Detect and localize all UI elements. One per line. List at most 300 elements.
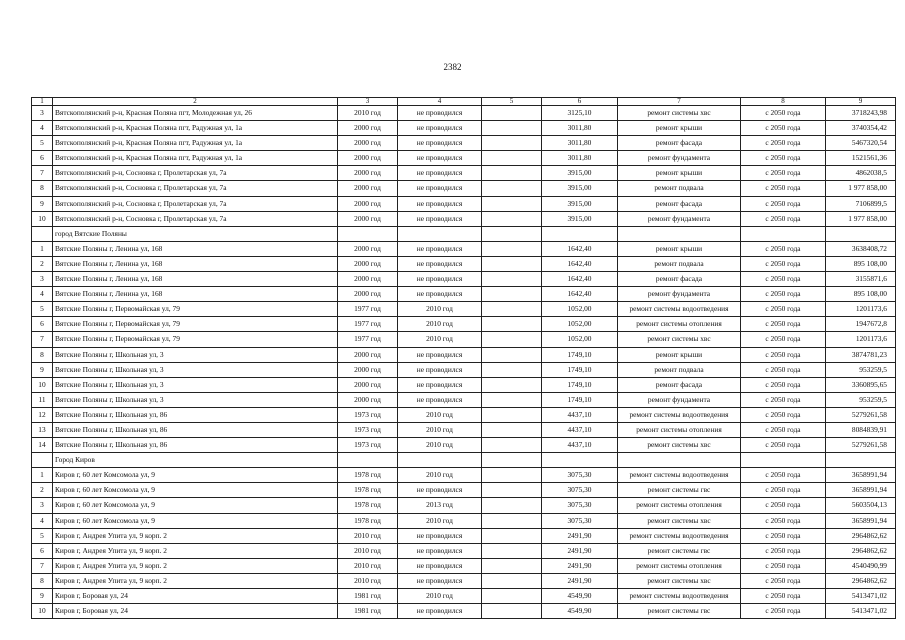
cell-cost: 8084839,91 [826, 422, 896, 437]
cell-row-number: 13 [32, 422, 53, 437]
cell-build-year: 1978 год [338, 498, 398, 513]
cell-cost: 4862038,5 [826, 166, 896, 181]
cell-build-year: 2000 год [338, 181, 398, 196]
cell-repair-period: с 2050 года [741, 272, 826, 287]
cell-area: 1642,40 [542, 272, 618, 287]
cell-last-repair-year: 2010 год [398, 302, 482, 317]
cell-build-year: 1977 год [338, 332, 398, 347]
cell-cost: 5413471,02 [826, 589, 896, 604]
cell-cost: 5467320,54 [826, 136, 896, 151]
cell-work-type: ремонт системы хвс [618, 438, 741, 453]
cell-build-year: 2000 год [338, 392, 398, 407]
cell-address: Киров г, Андрея Упита ул, 9 корп. 2 [53, 543, 338, 558]
cell-build-year: 1977 год [338, 302, 398, 317]
cell-build-year: 2000 год [338, 272, 398, 287]
cell-work-type: ремонт системы отопления [618, 317, 741, 332]
cell-work-type: ремонт фундамента [618, 151, 741, 166]
section-empty-cell [826, 453, 896, 468]
table-row [32, 272, 896, 287]
cell-work-type: ремонт крыши [618, 347, 741, 362]
header-cell-8: 8 [741, 98, 826, 106]
cell-work-type: ремонт системы гвс [618, 604, 741, 619]
cell-repair-period: с 2050 года [741, 604, 826, 619]
cell-area: 4437,10 [542, 438, 618, 453]
cell-area: 3011,80 [542, 151, 618, 166]
cell-row-number: 9 [32, 196, 53, 211]
cell-row-number: 11 [32, 392, 53, 407]
cell-cost: 5279261,58 [826, 438, 896, 453]
cell-last-repair-year: не проводился [398, 241, 482, 256]
cell-address: Киров г, Боровая ул, 24 [53, 589, 338, 604]
cell-area: 4549,90 [542, 604, 618, 619]
cell-address: Вятские Поляны г, Первомайская ул, 79 [53, 332, 338, 347]
cell-build-year: 2000 год [338, 151, 398, 166]
cell-area: 3075,30 [542, 513, 618, 528]
cell-row-number: 3 [32, 106, 53, 121]
cell-address: Вятскополянский р-н, Сосновка г, Пролетарская ул, 7а [53, 211, 338, 226]
cell-build-year: 2000 год [338, 256, 398, 271]
cell-row-number: 1 [32, 468, 53, 483]
cell-row-number: 1 [32, 241, 53, 256]
table-row [32, 438, 896, 453]
cell-blank [482, 513, 542, 528]
cell-row-number: 10 [32, 211, 53, 226]
cell-work-type: ремонт фасада [618, 196, 741, 211]
section-empty-cell [741, 453, 826, 468]
cell-area: 1052,00 [542, 302, 618, 317]
cell-address: Вятские Поляны г, Первомайская ул, 79 [53, 302, 338, 317]
cell-work-type: ремонт системы водоотведения [618, 528, 741, 543]
cell-last-repair-year: не проводился [398, 256, 482, 271]
cell-area: 3075,30 [542, 483, 618, 498]
cell-row-number: 8 [32, 347, 53, 362]
cell-repair-period: с 2050 года [741, 392, 826, 407]
table-row [32, 377, 896, 392]
cell-area: 3075,30 [542, 498, 618, 513]
cell-blank [482, 151, 542, 166]
cell-cost: 3360895,65 [826, 377, 896, 392]
cell-work-type: ремонт фундамента [618, 211, 741, 226]
cell-work-type: ремонт крыши [618, 241, 741, 256]
header-cell-2: 2 [53, 98, 338, 106]
cell-build-year: 2000 год [338, 196, 398, 211]
cell-work-type: ремонт подвала [618, 362, 741, 377]
cell-last-repair-year: 2010 год [398, 438, 482, 453]
cell-address: Вятские Поляны г, Первомайская ул, 79 [53, 317, 338, 332]
cell-build-year: 1978 год [338, 468, 398, 483]
cell-repair-period: с 2050 года [741, 543, 826, 558]
cell-row-number: 7 [32, 558, 53, 573]
cell-repair-period: с 2050 года [741, 589, 826, 604]
cell-work-type: ремонт фундамента [618, 287, 741, 302]
cell-row-number: 7 [32, 332, 53, 347]
cell-row-number: 2 [32, 256, 53, 271]
cell-address: Вятскополянский р-н, Сосновка г, Пролетарская ул, 7а [53, 196, 338, 211]
repair-schedule-table [31, 97, 896, 619]
table-row [32, 543, 896, 558]
header-cell-4: 4 [398, 98, 482, 106]
cell-work-type: ремонт системы гвс [618, 483, 741, 498]
cell-last-repair-year: 2010 год [398, 468, 482, 483]
cell-last-repair-year: не проводился [398, 573, 482, 588]
cell-build-year: 1978 год [338, 513, 398, 528]
cell-cost: 5279261,58 [826, 407, 896, 422]
cell-cost: 3874781,23 [826, 347, 896, 362]
cell-repair-period: с 2050 года [741, 106, 826, 121]
section-empty-cell [826, 226, 896, 241]
cell-last-repair-year: не проводился [398, 362, 482, 377]
cell-blank [482, 136, 542, 151]
section-empty-cell [398, 453, 482, 468]
cell-cost: 895 108,00 [826, 256, 896, 271]
cell-blank [482, 392, 542, 407]
cell-blank [482, 211, 542, 226]
cell-work-type: ремонт системы водоотведения [618, 302, 741, 317]
cell-cost: 3658991,94 [826, 468, 896, 483]
section-row [32, 226, 896, 241]
cell-row-number: 3 [32, 272, 53, 287]
cell-repair-period: с 2050 года [741, 287, 826, 302]
cell-cost: 1947672,8 [826, 317, 896, 332]
cell-build-year: 2000 год [338, 121, 398, 136]
table-row [32, 256, 896, 271]
cell-work-type: ремонт фундамента [618, 392, 741, 407]
cell-address: Вятские Поляны г, Ленина ул, 168 [53, 272, 338, 287]
cell-build-year: 2000 год [338, 166, 398, 181]
cell-build-year: 1973 год [338, 407, 398, 422]
cell-cost: 1521561,36 [826, 151, 896, 166]
cell-area: 1052,00 [542, 317, 618, 332]
cell-area: 1642,40 [542, 287, 618, 302]
cell-address: Вятские Поляны г, Школьная ул, 86 [53, 438, 338, 453]
cell-row-number: 5 [32, 136, 53, 151]
cell-area: 2491,90 [542, 528, 618, 543]
cell-repair-period: с 2050 года [741, 332, 826, 347]
table-row [32, 196, 896, 211]
header-cell-3: 3 [338, 98, 398, 106]
table-row [32, 181, 896, 196]
cell-build-year: 2000 год [338, 241, 398, 256]
cell-last-repair-year: не проводился [398, 272, 482, 287]
cell-blank [482, 106, 542, 121]
cell-last-repair-year: не проводился [398, 181, 482, 196]
header-row [32, 98, 896, 106]
cell-blank [482, 362, 542, 377]
cell-cost: 7106899,5 [826, 196, 896, 211]
cell-repair-period: с 2050 года [741, 302, 826, 317]
cell-area: 1642,40 [542, 241, 618, 256]
cell-address: Вятскополянский р-н, Красная Поляна пгт, Молодежная ул, 26 [53, 106, 338, 121]
cell-address: Киров г, 60 лет Комсомола ул, 9 [53, 498, 338, 513]
cell-build-year: 2010 год [338, 558, 398, 573]
cell-build-year: 1981 год [338, 604, 398, 619]
cell-area: 1052,00 [542, 332, 618, 347]
cell-last-repair-year: не проводился [398, 392, 482, 407]
cell-repair-period: с 2050 года [741, 181, 826, 196]
cell-blank [482, 604, 542, 619]
cell-address: Вятские Поляны г, Ленина ул, 168 [53, 241, 338, 256]
cell-row-number: 6 [32, 151, 53, 166]
header-cell-5: 5 [482, 98, 542, 106]
section-empty-cell [542, 226, 618, 241]
cell-blank [482, 438, 542, 453]
cell-area: 1749,10 [542, 392, 618, 407]
table-row [32, 528, 896, 543]
cell-build-year: 1973 год [338, 422, 398, 437]
cell-address: Вятские Поляны г, Школьная ул, 3 [53, 347, 338, 362]
cell-last-repair-year: не проводился [398, 211, 482, 226]
cell-area: 3075,30 [542, 468, 618, 483]
cell-build-year: 2010 год [338, 528, 398, 543]
cell-area: 3915,00 [542, 211, 618, 226]
cell-row-number: 6 [32, 317, 53, 332]
cell-work-type: ремонт системы водоотведения [618, 468, 741, 483]
section-empty-cell [338, 226, 398, 241]
cell-address: Вятские Поляны г, Ленина ул, 168 [53, 287, 338, 302]
cell-work-type: ремонт системы хвс [618, 332, 741, 347]
cell-cost: 3718243,98 [826, 106, 896, 121]
cell-area: 2491,90 [542, 573, 618, 588]
table-body [32, 106, 896, 619]
cell-blank [482, 483, 542, 498]
cell-blank [482, 589, 542, 604]
header-cell-9: 9 [826, 98, 896, 106]
cell-address: Вятскополянский р-н, Сосновка г, Пролетарская ул, 7а [53, 166, 338, 181]
cell-row-number: 5 [32, 302, 53, 317]
cell-cost: 1 977 858,00 [826, 211, 896, 226]
cell-repair-period: с 2050 года [741, 121, 826, 136]
cell-area: 1749,10 [542, 362, 618, 377]
section-number-cell [32, 226, 53, 241]
cell-cost: 3658991,94 [826, 483, 896, 498]
cell-row-number: 9 [32, 589, 53, 604]
cell-row-number: 2 [32, 483, 53, 498]
cell-build-year: 2000 год [338, 362, 398, 377]
cell-cost: 1201173,6 [826, 332, 896, 347]
cell-row-number: 3 [32, 498, 53, 513]
table-row [32, 589, 896, 604]
cell-build-year: 2000 год [338, 347, 398, 362]
cell-last-repair-year: не проводился [398, 483, 482, 498]
cell-repair-period: с 2050 года [741, 377, 826, 392]
cell-area: 1642,40 [542, 256, 618, 271]
cell-last-repair-year: не проводился [398, 121, 482, 136]
cell-build-year: 2000 год [338, 211, 398, 226]
cell-repair-period: с 2050 года [741, 317, 826, 332]
cell-area: 1749,10 [542, 347, 618, 362]
cell-row-number: 7 [32, 166, 53, 181]
cell-repair-period: с 2050 года [741, 196, 826, 211]
cell-work-type: ремонт фасада [618, 272, 741, 287]
cell-blank [482, 256, 542, 271]
cell-last-repair-year: не проводился [398, 543, 482, 558]
cell-row-number: 4 [32, 121, 53, 136]
cell-last-repair-year: 2013 год [398, 498, 482, 513]
cell-blank [482, 121, 542, 136]
cell-repair-period: с 2050 года [741, 166, 826, 181]
cell-blank [482, 468, 542, 483]
cell-last-repair-year: не проводился [398, 136, 482, 151]
cell-area: 2491,90 [542, 543, 618, 558]
cell-last-repair-year: 2010 год [398, 317, 482, 332]
table-row [32, 573, 896, 588]
table-row [32, 151, 896, 166]
cell-row-number: 8 [32, 181, 53, 196]
cell-last-repair-year: 2010 год [398, 332, 482, 347]
cell-repair-period: с 2050 года [741, 528, 826, 543]
cell-row-number: 10 [32, 604, 53, 619]
cell-blank [482, 422, 542, 437]
cell-area: 4437,10 [542, 422, 618, 437]
cell-blank [482, 196, 542, 211]
section-empty-cell [542, 453, 618, 468]
cell-address: Вятскополянский р-н, Красная Поляна пгт, Радужная ул, 1а [53, 121, 338, 136]
cell-last-repair-year: 2010 год [398, 422, 482, 437]
cell-build-year: 1981 год [338, 589, 398, 604]
cell-last-repair-year: не проводился [398, 166, 482, 181]
cell-work-type: ремонт системы отопления [618, 558, 741, 573]
cell-area: 2491,90 [542, 558, 618, 573]
cell-repair-period: с 2050 года [741, 211, 826, 226]
cell-last-repair-year: не проводился [398, 287, 482, 302]
cell-area: 3915,00 [542, 181, 618, 196]
cell-work-type: ремонт крыши [618, 166, 741, 181]
cell-build-year: 2000 год [338, 377, 398, 392]
cell-cost: 1 977 858,00 [826, 181, 896, 196]
table-row [32, 332, 896, 347]
cell-area: 4549,90 [542, 589, 618, 604]
cell-address: Вятские Поляны г, Школьная ул, 3 [53, 362, 338, 377]
table-row [32, 121, 896, 136]
table-row [32, 513, 896, 528]
cell-blank [482, 543, 542, 558]
cell-address: Вятскополянский р-н, Сосновка г, Пролетарская ул, 7а [53, 181, 338, 196]
cell-blank [482, 241, 542, 256]
section-label: Город Киров [53, 453, 338, 468]
section-empty-cell [618, 453, 741, 468]
cell-address: Вятские Поляны г, Школьная ул, 3 [53, 392, 338, 407]
cell-blank [482, 332, 542, 347]
section-empty-cell [741, 226, 826, 241]
table-row [32, 166, 896, 181]
cell-row-number: 6 [32, 543, 53, 558]
cell-address: Киров г, Андрея Упита ул, 9 корп. 2 [53, 558, 338, 573]
cell-blank [482, 498, 542, 513]
cell-work-type: ремонт системы отопления [618, 422, 741, 437]
cell-row-number: 4 [32, 513, 53, 528]
header-cell-7: 7 [618, 98, 741, 106]
cell-work-type: ремонт системы водоотведения [618, 407, 741, 422]
cell-row-number: 12 [32, 407, 53, 422]
table-row [32, 422, 896, 437]
cell-build-year: 2010 год [338, 106, 398, 121]
cell-cost: 895 108,00 [826, 287, 896, 302]
cell-row-number: 4 [32, 287, 53, 302]
cell-cost: 2964862,62 [826, 528, 896, 543]
cell-area: 3915,00 [542, 166, 618, 181]
cell-build-year: 2000 год [338, 136, 398, 151]
cell-area: 3915,00 [542, 196, 618, 211]
cell-area: 1749,10 [542, 377, 618, 392]
cell-address: Киров г, 60 лет Комсомола ул, 9 [53, 483, 338, 498]
cell-address: Вятскополянский р-н, Красная Поляна пгт, Радужная ул, 1а [53, 151, 338, 166]
table-row [32, 347, 896, 362]
cell-repair-period: с 2050 года [741, 498, 826, 513]
table-row [32, 362, 896, 377]
cell-work-type: ремонт системы хвс [618, 573, 741, 588]
table-row [32, 136, 896, 151]
cell-build-year: 2000 год [338, 287, 398, 302]
cell-repair-period: с 2050 года [741, 483, 826, 498]
table-row [32, 468, 896, 483]
cell-repair-period: с 2050 года [741, 468, 826, 483]
cell-address: Киров г, Боровая ул, 24 [53, 604, 338, 619]
cell-cost: 1201173,6 [826, 302, 896, 317]
cell-address: Киров г, 60 лет Комсомола ул, 9 [53, 513, 338, 528]
cell-blank [482, 302, 542, 317]
cell-blank [482, 407, 542, 422]
section-empty-cell [338, 453, 398, 468]
cell-area: 3125,10 [542, 106, 618, 121]
cell-last-repair-year: не проводился [398, 604, 482, 619]
cell-repair-period: с 2050 года [741, 558, 826, 573]
cell-work-type: ремонт системы хвс [618, 106, 741, 121]
cell-row-number: 8 [32, 573, 53, 588]
cell-blank [482, 573, 542, 588]
table-row [32, 211, 896, 226]
cell-area: 3011,80 [542, 136, 618, 151]
cell-repair-period: с 2050 года [741, 438, 826, 453]
cell-blank [482, 528, 542, 543]
table-row [32, 302, 896, 317]
table-row [32, 558, 896, 573]
cell-last-repair-year: не проводился [398, 347, 482, 362]
cell-repair-period: с 2050 года [741, 136, 826, 151]
page-number: 2382 [443, 62, 462, 72]
cell-row-number: 9 [32, 362, 53, 377]
cell-cost: 2964862,62 [826, 573, 896, 588]
cell-work-type: ремонт системы водоотведения [618, 589, 741, 604]
cell-cost: 4540490,99 [826, 558, 896, 573]
cell-last-repair-year: не проводился [398, 377, 482, 392]
cell-build-year: 1978 год [338, 483, 398, 498]
cell-last-repair-year: 2010 год [398, 589, 482, 604]
cell-repair-period: с 2050 года [741, 151, 826, 166]
cell-blank [482, 377, 542, 392]
cell-work-type: ремонт фасада [618, 377, 741, 392]
section-number-cell [32, 453, 53, 468]
cell-cost: 3658991,94 [826, 513, 896, 528]
header-cell-6: 6 [542, 98, 618, 106]
cell-build-year: 1977 год [338, 317, 398, 332]
cell-address: Вятскополянский р-н, Красная Поляна пгт, Радужная ул, 1а [53, 136, 338, 151]
table-row [32, 241, 896, 256]
cell-area: 4437,10 [542, 407, 618, 422]
section-label: город Вятские Поляны [53, 226, 338, 241]
cell-blank [482, 347, 542, 362]
cell-last-repair-year: не проводился [398, 528, 482, 543]
cell-work-type: ремонт системы хвс [618, 513, 741, 528]
cell-address: Вятские Поляны г, Ленина ул, 168 [53, 256, 338, 271]
cell-last-repair-year: не проводился [398, 151, 482, 166]
table-row [32, 106, 896, 121]
section-empty-cell [482, 453, 542, 468]
cell-blank [482, 272, 542, 287]
table-row [32, 483, 896, 498]
table-row [32, 287, 896, 302]
cell-work-type: ремонт системы отопления [618, 498, 741, 513]
cell-address: Вятские Поляны г, Школьная ул, 86 [53, 407, 338, 422]
